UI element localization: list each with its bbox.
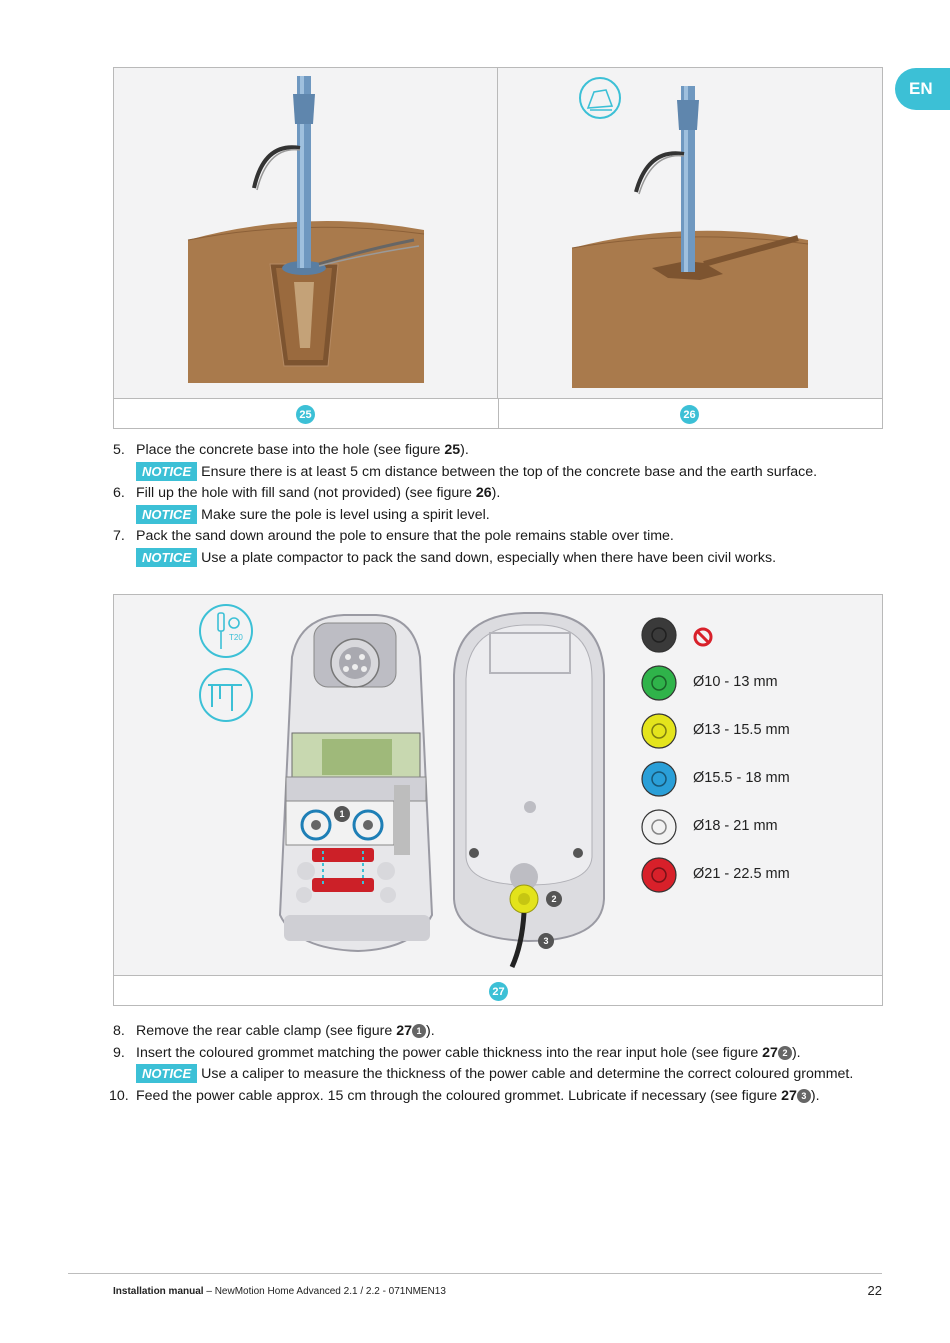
notice-badge: NOTICE (136, 548, 197, 567)
prohibited-icon (695, 629, 711, 645)
callout-badge: 3 (797, 1089, 811, 1103)
grommet-swatch (642, 858, 676, 892)
callout-badge: 1 (412, 1024, 426, 1038)
figure-caption-row (114, 398, 882, 428)
footer-title: Installation manual – NewMotion Home Advanced 2.1 / 2.2 - 071NMEN13 (113, 1286, 446, 1297)
figure-number-25: 25 (296, 405, 315, 424)
grommet-label: Ø10 - 13 mm (693, 674, 778, 690)
grommet-swatch (642, 810, 676, 844)
notice-badge: NOTICE (136, 505, 197, 524)
figure-number-27: 27 (489, 982, 508, 1001)
figure-27 (113, 594, 883, 1006)
notice-badge: NOTICE (136, 1064, 197, 1083)
callout-badge: 2 (778, 1046, 792, 1060)
figure-26-illustration (498, 68, 882, 398)
grommet-swatch (642, 618, 676, 652)
screwdriver-icon (200, 605, 252, 657)
tool-label: T20 (229, 633, 243, 642)
charger-rear (454, 613, 604, 967)
charger-front-open (280, 615, 432, 951)
grommet-swatch (642, 762, 676, 796)
grommet-swatch (642, 714, 676, 748)
language-tab: EN (895, 68, 950, 110)
caliper-icon (200, 669, 252, 721)
callout-3-label: 3 (543, 936, 549, 946)
grommet-swatch (642, 666, 676, 700)
grommet-label: Ø13 - 15.5 mm (693, 722, 790, 738)
figure-25-illustration (114, 68, 498, 398)
notice-badge: NOTICE (136, 462, 197, 481)
footer-divider (68, 1273, 882, 1274)
figure-number-26: 26 (680, 405, 699, 424)
callout-2-label: 2 (551, 894, 557, 904)
figure-25-26 (113, 67, 883, 429)
grommet-label: Ø18 - 21 mm (693, 818, 778, 834)
grommet-label: Ø15.5 - 18 mm (693, 770, 790, 786)
page-number: 22 (867, 1283, 882, 1298)
figure-caption-row (114, 975, 882, 1005)
grommet-label: Ø21 - 22.5 mm (693, 866, 790, 882)
callout-1-label: 1 (339, 809, 345, 819)
